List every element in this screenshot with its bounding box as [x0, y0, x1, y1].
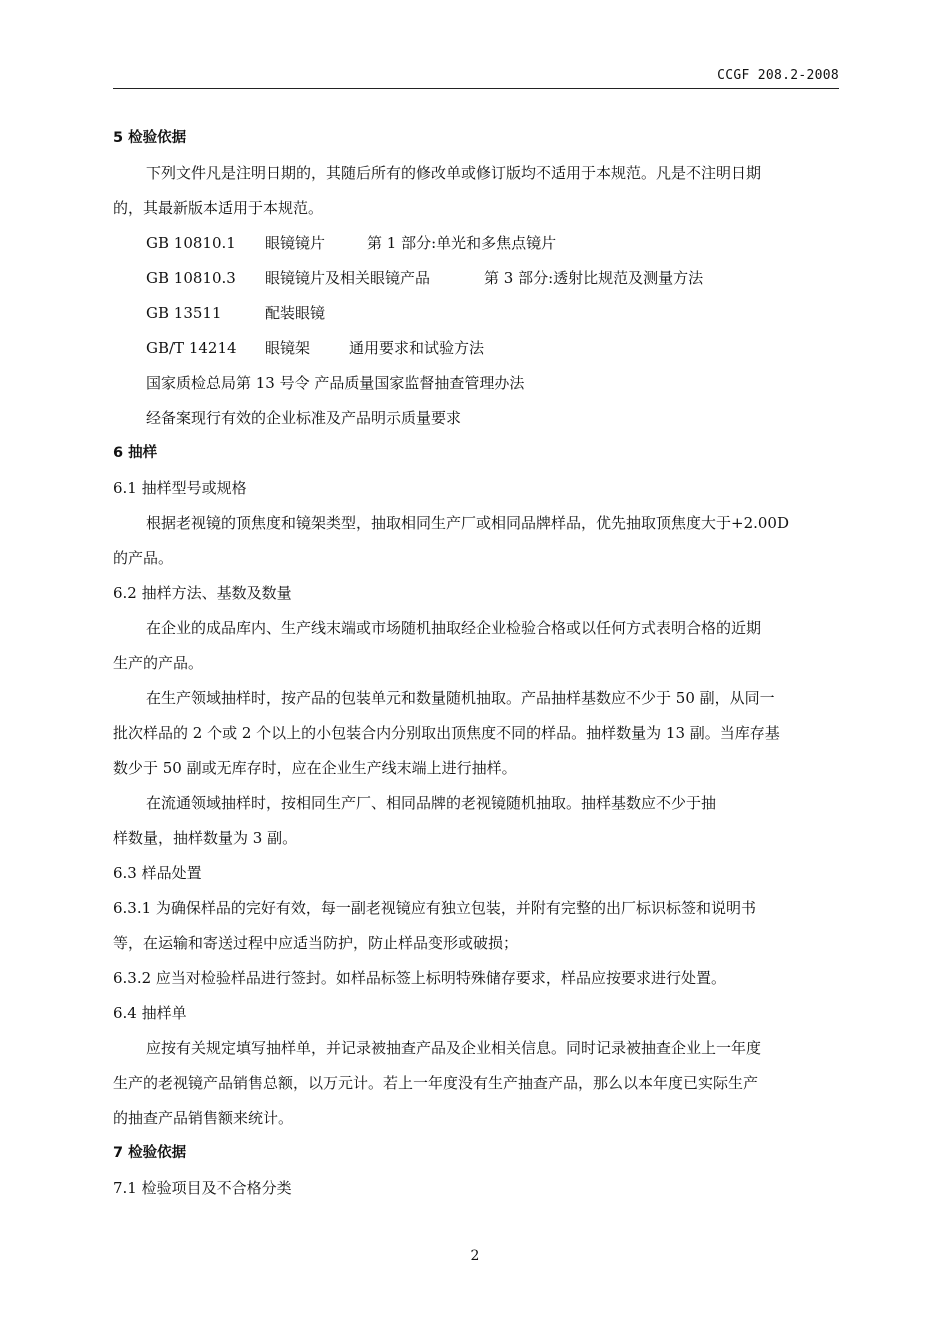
paragraph-line: 批次样品的 2 个或 2 个以上的小包装合内分别取出顶焦度不同的样品。抽样数量为 13 副。当库存基 — [113, 724, 780, 742]
reference-code: GB 10810.1 — [146, 234, 236, 252]
section-5-intro — [113, 156, 839, 226]
section-6-4-text — [113, 1031, 839, 1136]
paragraph-line: 应按有关规定填写抽样单，并记录被抽查产品及企业相关信息。同时记录被抽查企业上一年度 — [146, 1039, 762, 1057]
reference-enterprise-standard: 经备案现行有效的企业标准及产品明示质量要求 — [146, 409, 462, 427]
page-header — [113, 68, 839, 89]
paragraph-line: 在企业的成品库内、生产线末端或市场随机抽取经企业检验合格或以任何方式表明合格的近期 — [146, 619, 762, 637]
section-7-title: 7 检验依据 — [113, 1145, 187, 1161]
section-6-4-title: 6.4 抽样单 — [113, 1004, 187, 1022]
paragraph-line: 下列文件凡是注明日期的，其随后所有的修改单或修订版均不适用于本规范。凡是不注明日期 — [146, 164, 762, 182]
reference-code: GB 10810.3 — [146, 269, 236, 287]
reference-row — [113, 226, 839, 261]
reference-part: 通用要求和试验方法 — [349, 339, 485, 357]
section-6-2-paragraph-1 — [113, 611, 839, 681]
reference-name: 眼镜镜片及相关眼镜产品 — [265, 269, 431, 287]
paragraph-line: 的抽查产品销售额来统计。 — [113, 1109, 294, 1127]
section-6-1-title: 6.1 抽样型号或规格 — [113, 479, 247, 497]
paragraph-line: 的产品。 — [113, 549, 174, 567]
paragraph-line: 6.3.1 为确保样品的完好有效，每一副老视镜应有独立包装，并附有完整的出厂标识标签和说明书 — [113, 899, 756, 917]
reference-name: 配装眼镜 — [265, 304, 326, 322]
paragraph-line: 等，在运输和寄送过程中应适当防护，防止样品变形或破损； — [113, 934, 519, 952]
standard-code: CCGF 208.2-2008 — [717, 68, 839, 83]
paragraph-line: 在流通领域抽样时，按相同生产厂、相同品牌的老视镜随机抽取。抽样基数应不少于抽 — [146, 794, 717, 812]
reference-row — [113, 296, 839, 331]
reference-name: 眼镜镜片 — [265, 234, 326, 252]
section-6-2-paragraph-2 — [113, 681, 839, 786]
paragraph-line: 样数量，抽样数量为 3 副。 — [113, 829, 298, 847]
section-6-3-title: 6.3 样品处置 — [113, 864, 202, 882]
section-6-3-1 — [113, 891, 839, 961]
section-6-2-paragraph-3 — [113, 786, 839, 856]
paragraph-line: 生产的老视镜产品销售总额，以万元计。若上一年度没有生产抽查产品，那么以本年度已实际生产 — [113, 1074, 759, 1092]
section-6-title: 6 抽样 — [113, 445, 158, 461]
paragraph-line: 在生产领域抽样时，按产品的包装单元和数量随机抽取。产品抽样基数应不少于 50 副，从同一 — [146, 689, 775, 707]
page-content — [113, 121, 839, 1206]
section-6-3-2: 6.3.2 应当对检验样品进行签封。如样品标签上标明特殊储存要求，样品应按要求进行处置。 — [113, 969, 726, 987]
section-5-title: 5 检验依据 — [113, 130, 187, 146]
section-7-1-title: 7.1 检验项目及不合格分类 — [113, 1179, 292, 1197]
page-number: 2 — [470, 1248, 480, 1264]
reference-row — [113, 331, 839, 366]
reference-part: 第 1 部分:单光和多焦点镜片 — [367, 234, 557, 252]
reference-code: GB 13511 — [146, 304, 222, 322]
reference-row — [113, 261, 839, 296]
paragraph-line: 根据老视镜的顶焦度和镜架类型，抽取相同生产厂或相同品牌样品，优先抽取顶焦度大于+2.00D — [146, 514, 789, 532]
reference-code: GB/T 14214 — [146, 339, 237, 357]
reference-part: 第 3 部分:透射比规范及测量方法 — [484, 269, 704, 287]
reference-regulation: 国家质检总局第 13 号令 产品质量国家监督抽查管理办法 — [146, 374, 525, 392]
paragraph-line: 的，其最新版本适用于本规范。 — [113, 199, 324, 217]
paragraph-line: 生产的产品。 — [113, 654, 204, 672]
reference-name: 眼镜架 — [265, 339, 311, 357]
section-6-1-text — [113, 506, 839, 576]
paragraph-line: 数少于 50 副或无库存时，应在企业生产线末端上进行抽样。 — [113, 759, 517, 777]
section-6-2-title: 6.2 抽样方法、基数及数量 — [113, 584, 292, 602]
